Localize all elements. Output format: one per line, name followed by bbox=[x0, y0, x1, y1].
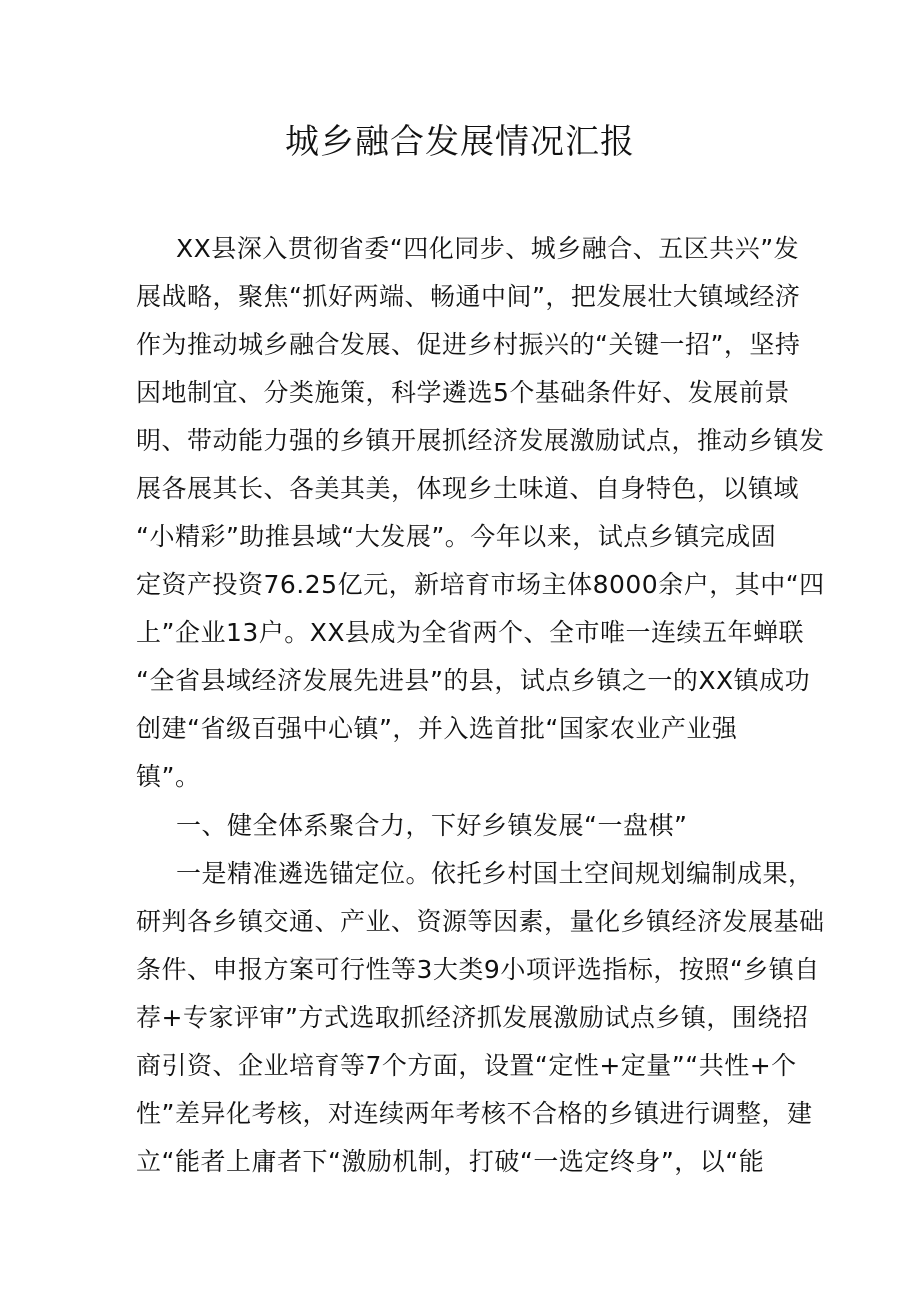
paragraph-line: 展各展其长、各美其美，体现乡土味道、自身特色，以镇域 bbox=[136, 474, 800, 503]
paragraph-line: XX县深入贯彻省委“四化同步、城乡融合、五区共兴”发 bbox=[176, 234, 800, 263]
paragraph-line: 创建“省级百强中心镇”，并入选首批“国家农业产业强 bbox=[136, 714, 738, 743]
paragraph-line: 一是精准遴选锚定位。依托乡村国土空间规划编制成果， bbox=[176, 859, 814, 888]
document-title: 城乡融合发展情况汇报 bbox=[285, 122, 635, 162]
section-heading: 一、健全体系聚合力，下好乡镇发展“一盘棋” bbox=[176, 811, 688, 840]
paragraph-line: 定资产投资76.25亿元，新培育市场主体8000余户，其中“四 bbox=[136, 570, 825, 599]
paragraph-line: 明、带动能力强的乡镇开展抓经济发展激励试点，推动乡镇发 bbox=[136, 426, 825, 455]
paragraph-line: 条件、申报方案可行性等3大类9小项评选指标，按照“乡镇自 bbox=[136, 955, 820, 984]
paragraph-line: 研判各乡镇交通、产业、资源等因素，量化乡镇经济发展基础 bbox=[136, 907, 825, 936]
paragraph-line: 镇”。 bbox=[136, 762, 201, 791]
paragraph-line: 立“能者上庸者下“激励机制，打破“一选定终身”，以“能 bbox=[136, 1147, 765, 1176]
paragraph-line: 作为推动城乡融合发展、促进乡村振兴的“关键一招”，坚持 bbox=[136, 330, 801, 359]
paragraph-line: 荐+专家评审”方式选取抓经济抓发展激励试点乡镇，围绕招 bbox=[136, 1003, 809, 1032]
paragraph-line: 性”差异化考核，对连续两年考核不合格的乡镇进行调整，建 bbox=[136, 1099, 813, 1128]
paragraph-line: “全省县域经济发展先进县”的县，试点乡镇之一的XX镇成功 bbox=[136, 666, 811, 695]
paragraph-line: “小精彩”助推县域“大发展”。今年以来，试点乡镇完成固 bbox=[136, 522, 777, 551]
paragraph-line: 上”企业13户。XX县成为全省两个、全市唯一连续五年蝉联 bbox=[136, 618, 805, 647]
paragraph-line: 展战略，聚焦“抓好两端、畅通中间”，把发展壮大镇域经济 bbox=[136, 282, 801, 311]
paragraph-line: 因地制宜、分类施策，科学遴选5个基础条件好、发展前景 bbox=[136, 378, 790, 407]
paragraph-line: 商引资、企业培育等7个方面，设置“定性+定量”“共性+个 bbox=[136, 1051, 797, 1080]
